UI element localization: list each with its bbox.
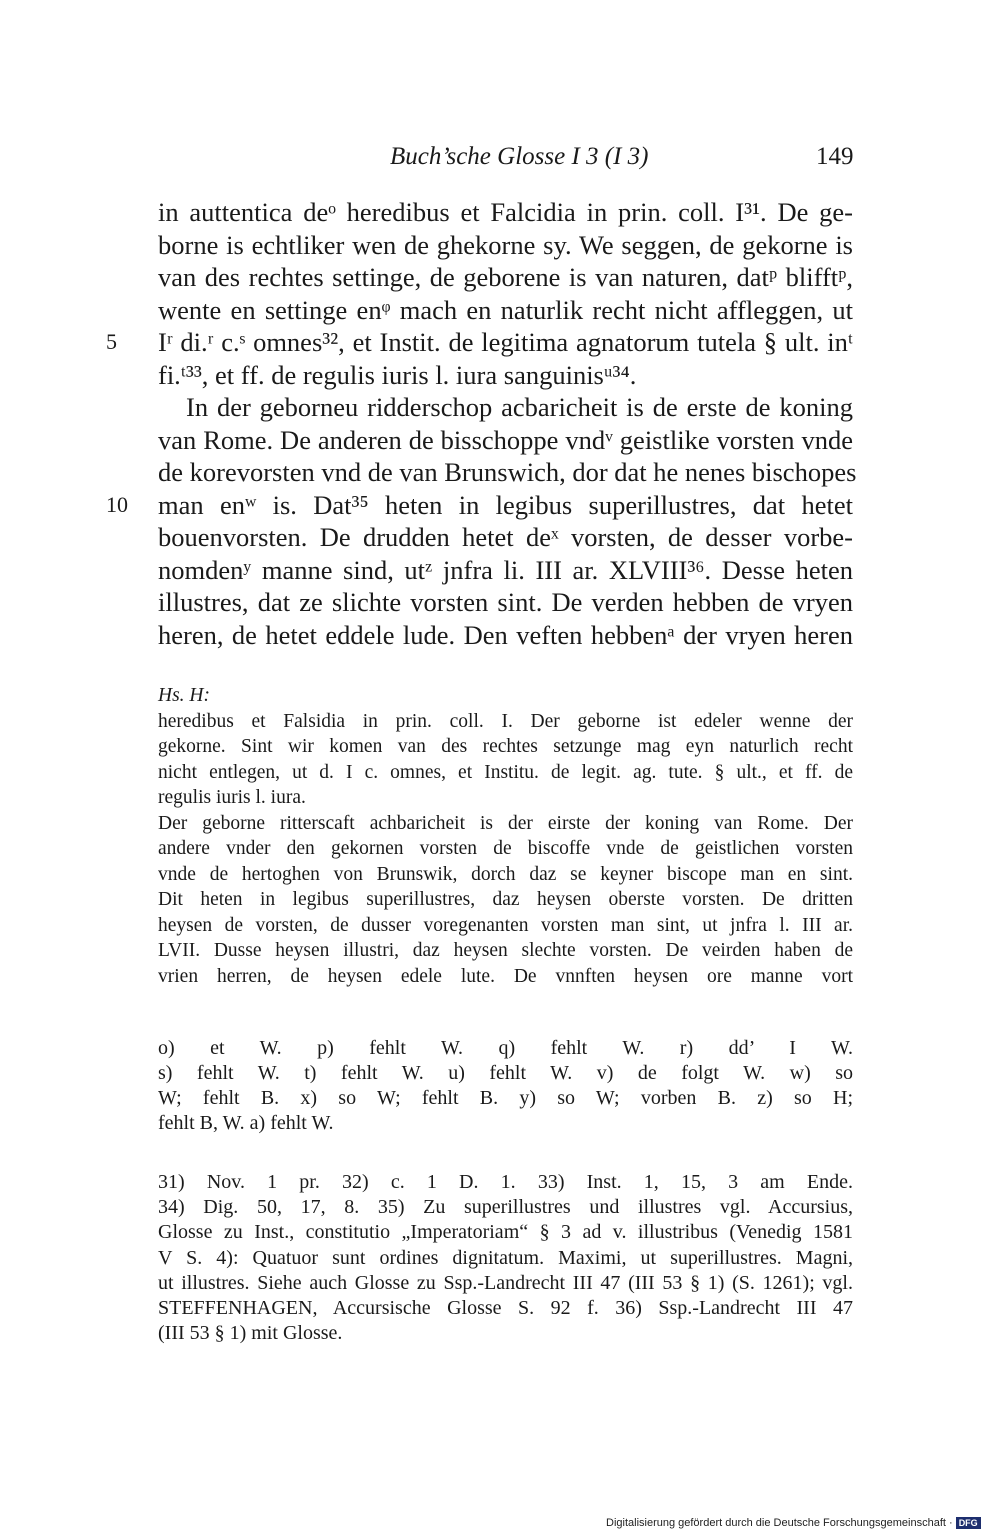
text-line: nomdenʸ manne sind, utᶻ jnfra li. III ar. XLVIII³⁶. Desse heten <box>158 554 853 585</box>
text-line: heren, de hetet eddele lude. Den veften hebbenᵃ der vryen heren <box>158 619 853 650</box>
text-line: in auttentica deᵒ heredibus et Falcidia in prin. coll. I³¹. De ge- <box>158 197 853 227</box>
digitization-credit <box>606 1517 981 1529</box>
footnote-line: Glosse zu Inst., constitutio „Imperatoriam“ § 3 ad v. illustribus (Venedig 1581 <box>158 1221 853 1244</box>
footnote-line: ut illustres. Siehe auch Glosse zu Ssp.-Landrecht III 47 (III 53 § 1) (S. 1261); vgl. <box>158 1271 853 1294</box>
variant-line: regulis iuris l. iura. <box>158 787 306 808</box>
text-line: van Rome. De anderen de bisschoppe vndᵛ geistlike vorsten vnde <box>158 424 853 455</box>
dfg-logo: DFG <box>956 1517 981 1529</box>
variant-line: Der geborne ritterscaft achbaricheit is der eirste der koning van Rome. Der <box>158 812 853 834</box>
variant-line: heredibus et Falsidia in prin. coll. I. Der geborne ist edeler wenne der <box>158 710 853 732</box>
text-line: van des rechtes settinge, de geborene is van naturen, datᵖ blifftᵖ, <box>158 262 853 292</box>
apparatus-line: W; fehlt B. x) so W; fehlt B. y) so W; vorben B. z) so H; <box>158 1087 853 1109</box>
text-line: illustres, dat ze slichte vorsten sint. De verden hebben de vryen <box>158 587 853 617</box>
variant-line: andere vnder den gekornen vorsten de biscoffe vnde de geistlichen vorsten <box>158 838 853 859</box>
critical-apparatus <box>158 1036 853 1136</box>
footnote-line: 34) Dig. 50, 17, 8. 35) Zu superillustres und illustres vgl. Accursius, <box>158 1196 853 1219</box>
manuscript-label: Hs. H: <box>158 685 210 706</box>
text-line: man enʷ is. Dat³⁵ heten in legibus superillustres, dat hetet <box>158 489 853 520</box>
line-number: 10 <box>106 491 128 517</box>
variant-line: gekorne. Sint wir komen van des rechtes setzunge mag eyn naturlich recht <box>158 736 853 757</box>
text-line: In der geborneu ridderschop acbaricheit is de erste de koning <box>186 392 853 422</box>
line-number: 5 <box>106 329 117 354</box>
variant-line: heysen de vorsten, de dusser voregenanten vorsten man sint, ut jnfra l. III ar. <box>158 914 853 936</box>
apparatus-line: s) fehlt W. t) fehlt W. u) fehlt W. v) de folgt W. w) so <box>158 1062 853 1084</box>
variant-line: vrien herren, de heysen edele lute. De vnnften heysen ore manne vort <box>158 965 853 987</box>
footnote-line: STEFFENHAGEN, Accursische Glosse S. 92 f. 36) Ssp.-Landrecht III 47 <box>158 1296 853 1319</box>
variant-line: nicht entlegen, ut d. I c. omnes, et Institu. de legit. ag. tute. § ult., et ff. de <box>158 761 853 783</box>
text-line: Iʳ di.ʳ c.ˢ omnes³², et Instit. de legitima agnatorum tutela § ult. inᵗ <box>158 327 853 357</box>
text-line: wente en settinge enᵠ mach en naturlik recht nicht affleggen, ut <box>158 294 853 325</box>
variant-line: LVII. Dusse heysen illustri, daz heysen slechte vorsten. De veirden haben de <box>158 940 853 961</box>
running-title: Buch’sche Glosse I 3 (I 3) <box>390 143 649 170</box>
footnote-line: 31) Nov. 1 pr. 32) c. 1 D. 1. 33) Inst. 1, 15, 3 am Ende. <box>158 1171 853 1193</box>
apparatus-line: o) et W. p) fehlt W. q) fehlt W. r) dd’ I W. <box>158 1037 853 1059</box>
variant-line: Dit heten in legibus superillustres, daz heysen oberste vorsten. De dritten <box>158 889 853 910</box>
text-line: borne is echtliker wen de ghekorne sy. We seggen, de gekorne is <box>158 229 853 260</box>
text-line: bouenvorsten. De drudden hetet deˣ vorsten, de desser vorbe- <box>158 522 853 552</box>
page-header <box>0 143 1000 183</box>
text-line: de korevorsten vnd de van Brunswich, dor dat he nenes bischopes <box>158 457 857 487</box>
main-text <box>158 196 857 651</box>
variant-line: vnde de hertoghen von Brunswik, dorch daz se keyner biscope man en sint. <box>158 863 853 885</box>
footnote-line: V S. 4): Quatuor sunt ordines dignitatum. Maximi, ut superillustres. Magni, <box>158 1246 853 1269</box>
apparatus-line: fehlt B, W. a) fehlt W. <box>158 1112 334 1134</box>
footnote-line: (III 53 § 1) mit Glosse. <box>158 1322 343 1345</box>
footnotes <box>158 1170 853 1346</box>
credit-text: Digitalisierung gefördert durch die Deutsche Forschungsgemeinschaft · <box>606 1517 953 1529</box>
text-line: fi.ᵗ³³, et ff. de regulis iuris l. iura sanguinisᵘ³⁴. <box>158 359 637 390</box>
variant-text-block <box>158 683 853 989</box>
page-number: 149 <box>816 143 854 170</box>
